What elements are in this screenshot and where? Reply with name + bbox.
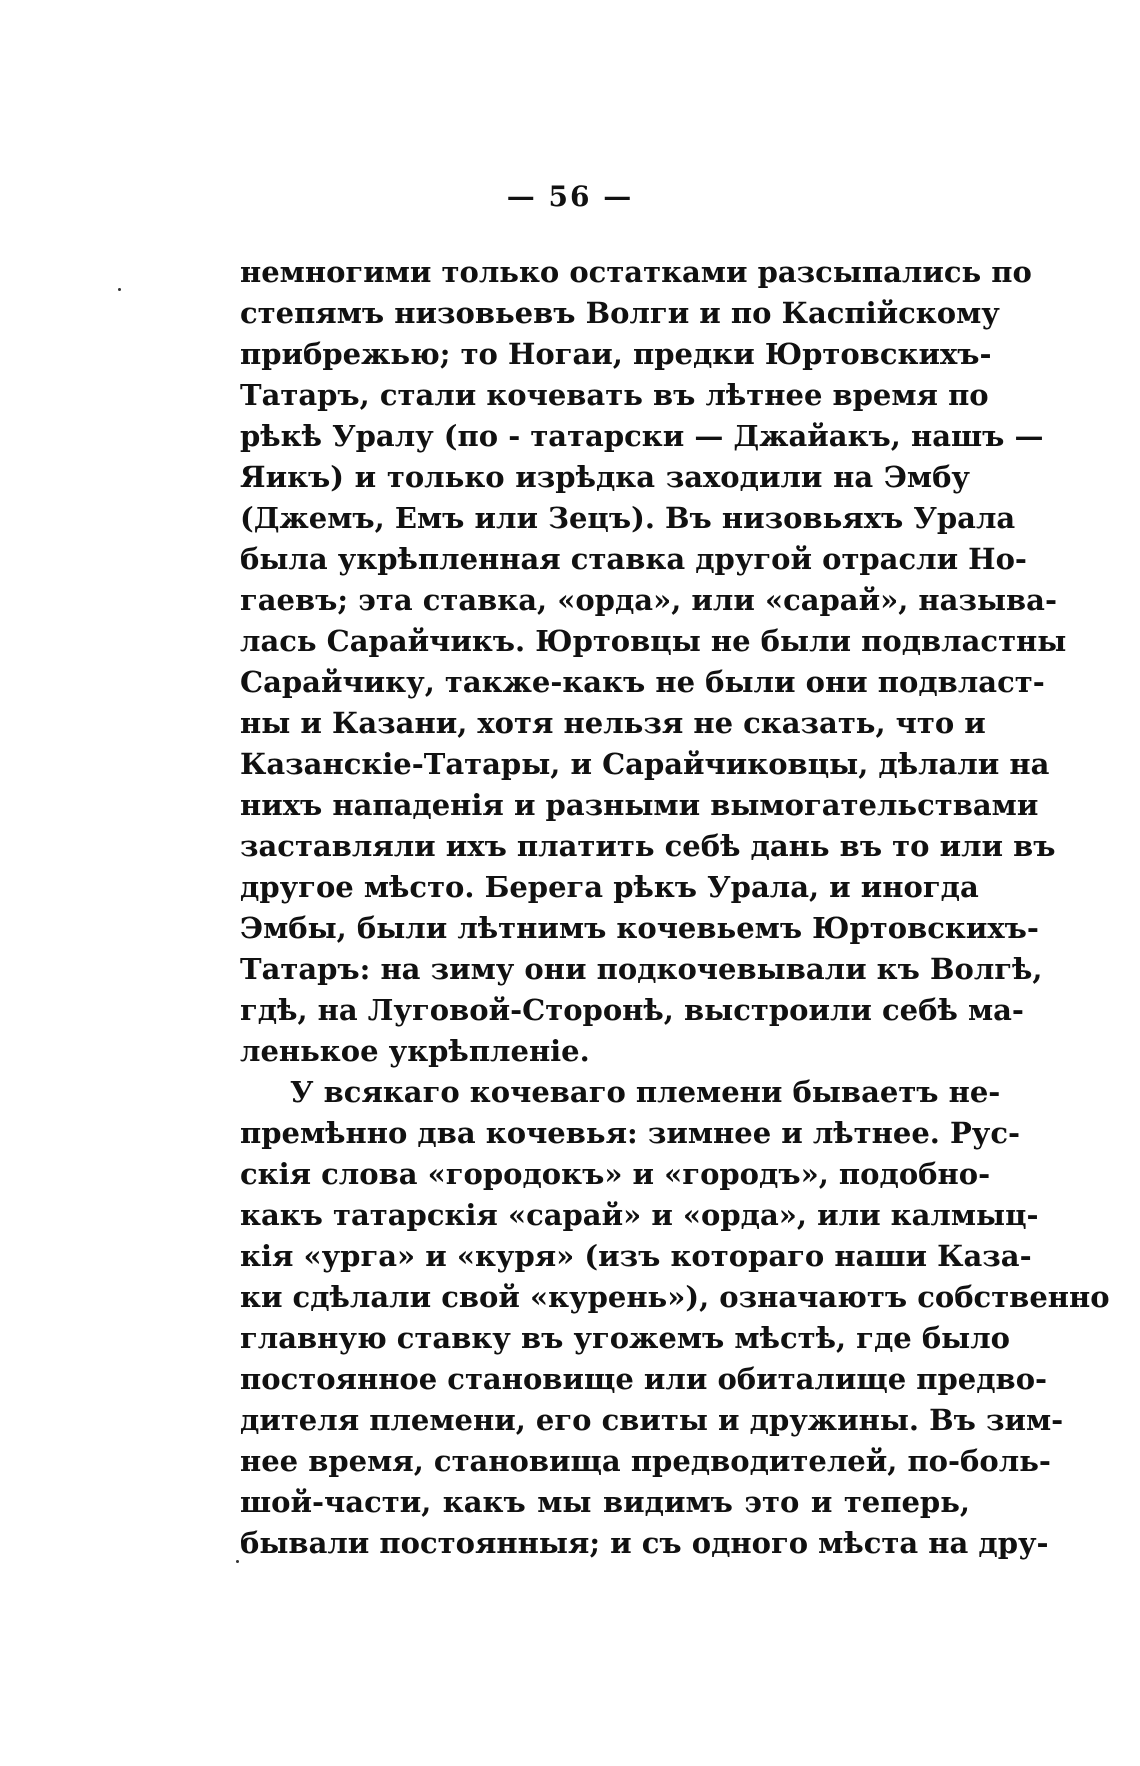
text-line: Татаръ: на зиму они подкочевывали къ Волгѣ, xyxy=(240,952,1043,986)
page-number: — 56 — xyxy=(506,180,634,213)
text-line: рѣкѣ Уралу (по - татарски — Джайакъ, нашъ — xyxy=(240,419,1044,453)
text-line: Яикъ) и только изрѣдка заходили на Эмбу xyxy=(240,460,970,494)
text-line: ки сдѣлали свой «курень»), означаютъ собственно xyxy=(240,1280,1110,1314)
text-line: скія слова «городокъ» и «городъ», подобно- xyxy=(240,1157,991,1191)
print-speck xyxy=(236,1560,239,1563)
text-line: кія «урга» и «куря» (изъ котораго наши Каза- xyxy=(240,1239,1032,1273)
text-line: бывали постоянныя; и съ одного мѣста на дру- xyxy=(240,1526,1049,1560)
text-line: немногими только остатками разсыпались по xyxy=(240,255,1032,289)
paragraph-start-line: У всякаго кочеваго племени бываетъ не- xyxy=(290,1075,1001,1109)
text-line: какъ татарскія «сарай» и «орда», или калмыц- xyxy=(240,1198,1039,1232)
text-line: главную ставку въ угожемъ мѣстѣ, где было xyxy=(240,1321,1011,1355)
body-text xyxy=(240,252,1110,1564)
text-line: шой-части, какъ мы видимъ это и теперь, xyxy=(240,1485,970,1519)
text-line: гдѣ, на Луговой-Сторонѣ, выстроили себѣ ма- xyxy=(240,993,1024,1027)
text-line: была укрѣпленная ставка другой отрасли Но- xyxy=(240,542,1027,576)
text-line: Сарайчику, также-какъ не были они подвласт- xyxy=(240,665,1045,699)
text-line: премѣнно два кочевья: зимнее и лѣтнее. Рус- xyxy=(240,1116,1021,1150)
text-line: (Джемъ, Емъ или Зецъ). Въ низовьяхъ Урала xyxy=(240,501,1016,535)
text-line: нее время, становища предводителей, по-боль- xyxy=(240,1444,1051,1478)
text-line: гаевъ; эта ставка, «орда», или «сарай», называ- xyxy=(240,583,1057,617)
text-line: Эмбы, были лѣтнимъ кочевьемъ Юртовскихъ- xyxy=(240,911,1039,945)
text-line: постоянное становище или обиталище предво- xyxy=(240,1362,1048,1396)
text-line: Татаръ, стали кочевать въ лѣтнее время по xyxy=(240,378,989,412)
text-line: другое мѣсто. Берега рѣкъ Урала, и иногда xyxy=(240,870,979,904)
text-line: степямъ низовьевъ Волги и по Каспійскому xyxy=(240,296,1000,330)
text-line: заставляли ихъ платить себѣ дань въ то или въ xyxy=(240,829,1056,863)
text-line: Казанскіе-Татары, и Сарайчиковцы, дѣлали на xyxy=(240,747,1050,781)
paragraph-end-line: ленькое укрѣпленіе. xyxy=(240,1034,590,1068)
print-speck xyxy=(118,288,121,291)
text-line: ны и Казани, хотя нельзя не сказать, что и xyxy=(240,706,986,740)
text-line: прибрежью; то Ногаи, предки Юртовскихъ- xyxy=(240,337,992,371)
text-line: нихъ нападенія и разными вымогательствами xyxy=(240,788,1039,822)
text-line: лась Сарайчикъ. Юртовцы не были подвластны xyxy=(240,624,1067,658)
text-line: дителя племени, его свиты и дружины. Въ зим- xyxy=(240,1403,1064,1437)
